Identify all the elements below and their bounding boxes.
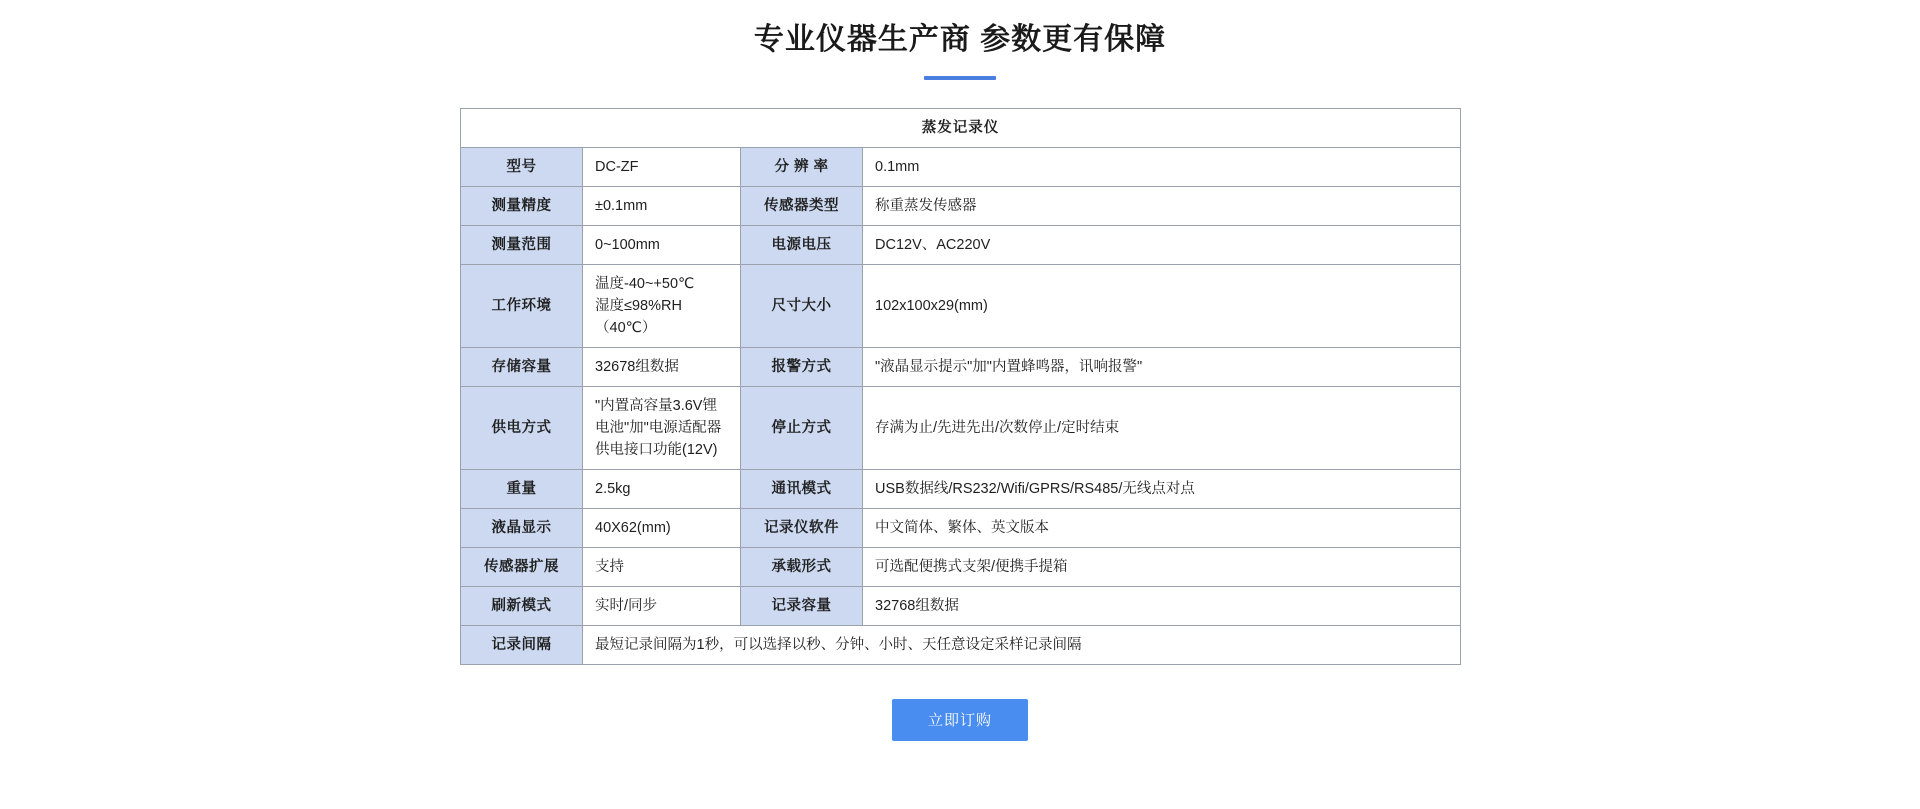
spec-label: 承载形式 (741, 548, 863, 587)
spec-value: 存满为止/先进先出/次数停止/定时结束 (863, 387, 1461, 470)
table-row (461, 387, 1461, 470)
spec-value: DC12V、AC220V (863, 226, 1461, 265)
spec-value: "液晶显示提示"加"内置蜂鸣器，讯响报警" (863, 348, 1461, 387)
spec-label: 记录间隔 (461, 626, 583, 665)
spec-label: 传感器扩展 (461, 548, 583, 587)
spec-value: 40X62(mm) (583, 509, 741, 548)
specification-table-container (460, 108, 1460, 665)
table-row (461, 187, 1461, 226)
spec-value: "内置高容量3.6V锂电池"加"电源适配器供电接口功能(12V) (583, 387, 741, 470)
table-row (461, 548, 1461, 587)
spec-value-line: 温度-40~+50℃ (595, 276, 695, 292)
specification-table (460, 108, 1461, 665)
spec-value: 中文简体、繁体、英文版本 (863, 509, 1461, 548)
spec-label: 液晶显示 (461, 509, 583, 548)
table-row (461, 348, 1461, 387)
page-title: 专业仪器生产商 参数更有保障 (753, 23, 1167, 56)
spec-label: 报警方式 (741, 348, 863, 387)
spec-value: 支持 (583, 548, 741, 587)
page-footer (0, 699, 1920, 741)
spec-label: 记录仪软件 (741, 509, 863, 548)
table-row (461, 470, 1461, 509)
spec-label: 电源电压 (741, 226, 863, 265)
spec-value: USB数据线/RS232/Wifi/GPRS/RS485/无线点对点 (863, 470, 1461, 509)
spec-label: 存储容量 (461, 348, 583, 387)
spec-value: 2.5kg (583, 470, 741, 509)
spec-value-line: 湿度≤98%RH（40℃） (595, 298, 682, 336)
spec-value: 最短记录间隔为1秒，可以选择以秒、分钟、小时、天任意设定采样记录间隔 (583, 626, 1461, 665)
spec-label: 刷新模式 (461, 587, 583, 626)
order-now-button[interactable]: 立即订购 (892, 699, 1028, 741)
spec-value: 称重蒸发传感器 (863, 187, 1461, 226)
spec-value: 32678组数据 (583, 348, 741, 387)
spec-label: 测量精度 (461, 187, 583, 226)
spec-value: 32768组数据 (863, 587, 1461, 626)
table-row (461, 509, 1461, 548)
spec-value: 实时/同步 (583, 587, 741, 626)
spec-value: ±0.1mm (583, 187, 741, 226)
spec-label: 停止方式 (741, 387, 863, 470)
spec-value (583, 265, 741, 348)
table-row (461, 626, 1461, 665)
table-row (461, 148, 1461, 187)
product-name: 蒸发记录仪 (461, 109, 1461, 148)
table-row (461, 587, 1461, 626)
table-row (461, 265, 1461, 348)
title-underline-divider (924, 76, 996, 80)
page-header (0, 0, 1920, 80)
spec-label: 测量范围 (461, 226, 583, 265)
spec-label: 分 辨 率 (741, 148, 863, 187)
table-row (461, 226, 1461, 265)
spec-label: 记录容量 (741, 587, 863, 626)
spec-label: 尺寸大小 (741, 265, 863, 348)
spec-value: DC-ZF (583, 148, 741, 187)
table-title-row (461, 109, 1461, 148)
spec-label: 供电方式 (461, 387, 583, 470)
spec-value: 0.1mm (863, 148, 1461, 187)
spec-label: 型号 (461, 148, 583, 187)
spec-value: 可选配便携式支架/便携手提箱 (863, 548, 1461, 587)
spec-label: 工作环境 (461, 265, 583, 348)
spec-label: 通讯模式 (741, 470, 863, 509)
spec-label: 传感器类型 (741, 187, 863, 226)
spec-value: 0~100mm (583, 226, 741, 265)
spec-label: 重量 (461, 470, 583, 509)
spec-value: 102x100x29(mm) (863, 265, 1461, 348)
